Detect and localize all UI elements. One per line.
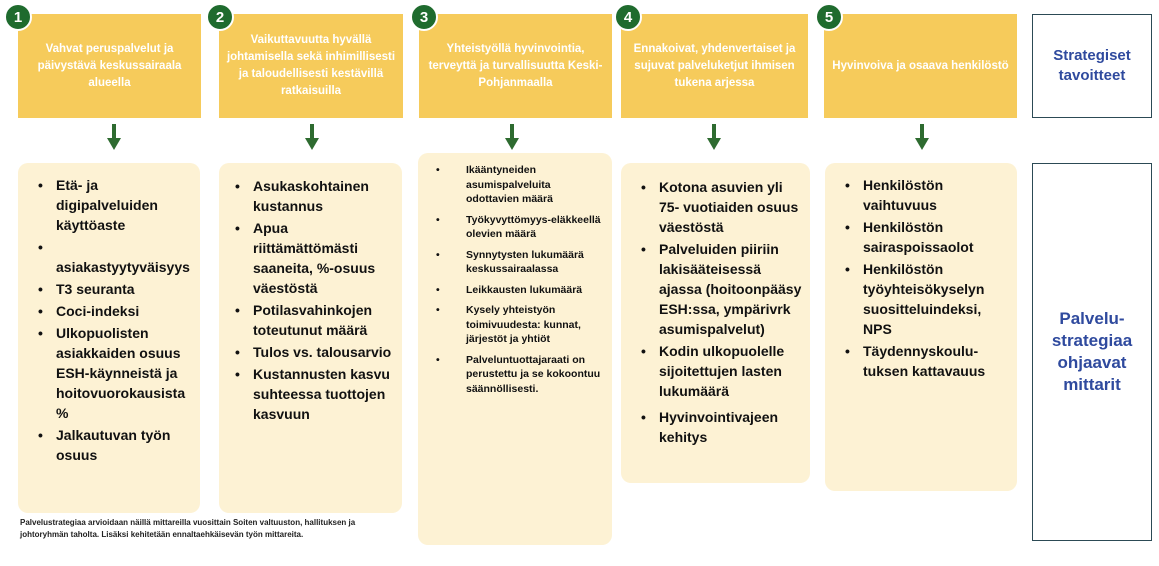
down-arrow-icon	[505, 124, 519, 150]
metric-item: • Hyvinvointivajeen kehitys	[659, 407, 804, 447]
metrics-card-3	[418, 153, 612, 545]
metric-item: • T3 seuranta	[56, 279, 194, 299]
metric-item: • Leikkausten lukumäärä	[466, 283, 604, 298]
metrics-list	[253, 176, 396, 424]
metrics-list	[863, 175, 1011, 381]
metric-item: • asiakastyytyväisyys	[56, 237, 194, 277]
goal-text: Hyvinvoiva ja osaava henkilöstö	[832, 59, 1009, 72]
strategic-goals-label-box	[1032, 14, 1152, 118]
metric-item: • Jalkautuvan työn osuus	[56, 425, 194, 465]
metric-item: • Synnytysten lukumäärä keskussairaalassa	[466, 248, 604, 277]
metrics-card-1	[18, 163, 200, 513]
metrics-label-box	[1032, 163, 1152, 541]
metric-item: • Asukaskohtainen kustannus	[253, 176, 396, 216]
metric-item: • Henkilöstön sairaspoissaolot	[863, 217, 1011, 257]
metric-item: • Henkilöstön vaihtuvuus	[863, 175, 1011, 215]
metric-item: • Ikääntyneiden asumispalveluita odottavien määrä	[466, 163, 604, 207]
goal-text: Ennakoivat, yhdenvertaiset ja sujuvat palveluketjut ihmisen tukena arjessa	[633, 42, 796, 89]
metric-item: • Kustannusten kasvu suhteessa tuottojen kasvuun	[253, 364, 396, 424]
goal-text: Vahvat peruspalvelut ja päivystävä keskussairaala alueella	[37, 42, 182, 89]
metrics-card-5	[825, 163, 1017, 491]
metric-item: • Henkilöstön työyhteisökyselyn suositteluindeksi, NPS	[863, 259, 1011, 339]
goal-number-badge-5: 5	[815, 3, 843, 31]
down-arrow-icon	[305, 124, 319, 150]
goal-box-2	[219, 14, 403, 118]
metric-item: • Palveluiden piiriin lakisääteisessä ajassa (hoitoonpääsy ESH:ssa, ympärivrk asumispalvelut)	[659, 239, 804, 339]
goal-number-badge-4: 4	[614, 3, 642, 31]
down-arrow-icon	[107, 124, 121, 150]
metric-item: • Kodin ulkopuolelle sijoitettujen lasten lukumäärä	[659, 341, 804, 401]
strategic-goals-label: Strategiset tavoitteet	[1053, 47, 1131, 84]
goal-number-badge-3: 3	[410, 3, 438, 31]
goal-number-badge-2: 2	[206, 3, 234, 31]
metric-item: • Apua riittämättömästi saaneita, %-osuus väestöstä	[253, 218, 396, 298]
goal-box-5	[824, 14, 1017, 118]
metric-item: • Työkyvyttömyys-eläkkeellä olevien määrä	[466, 213, 604, 242]
metric-item: • Tulos vs. talousarvio	[253, 342, 396, 362]
goal-box-4	[621, 14, 808, 118]
metric-item: • Ulkopuolisten asiakkaiden osuus ESH-käynneistä ja hoitovuorokausista %	[56, 323, 194, 423]
metrics-list	[56, 175, 194, 465]
down-arrow-icon	[707, 124, 721, 150]
metric-item: • Potilasvahinkojen toteutunut määrä	[253, 300, 396, 340]
metrics-card-4	[621, 163, 810, 483]
metric-item: • Täydennyskoulu-tuksen kattavauus	[863, 341, 1011, 381]
down-arrow-icon	[915, 124, 929, 150]
goal-text: Yhteistyöllä hyvinvointia, terveyttä ja turvallisuutta Keski-Pohjanmaalla	[428, 42, 603, 89]
goal-number-badge-1: 1	[4, 3, 32, 31]
metric-item: • Etä- ja digipalveluiden käyttöaste	[56, 175, 194, 235]
metric-item: • Kysely yhteistyön toimivuudesta: kunnat, järjestöt ja yhtiöt	[466, 303, 604, 347]
metrics-list	[659, 177, 804, 447]
goal-box-1	[18, 14, 201, 118]
metric-item: • Coci-indeksi	[56, 301, 194, 321]
metrics-label: Palvelu-strategiaa ohjaavat mittarit	[1051, 309, 1133, 394]
goal-text: Vaikuttavuutta hyvällä johtamisella sekä inhimillisesti ja taloudellisesti kestävillä ratkaisuilla	[226, 34, 396, 97]
metrics-card-2	[219, 163, 402, 513]
metric-item: • Palveluntuottajaraati on perustettu ja se kokoontuu säännöllisesti.	[466, 353, 604, 397]
metric-item: • Kotona asuvien yli 75- vuotiaiden osuus väestöstä	[659, 177, 804, 237]
goal-box-3	[419, 14, 612, 118]
metrics-list	[466, 163, 604, 396]
footnote: Palvelustrategiaa arvioidaan näillä mittareilla vuosittain Soiten valtuuston, hallituksen ja johtoryhmän taholta. Lisäksi kehitetään ennaltaehkäisevän työn mittareita.	[20, 518, 356, 539]
